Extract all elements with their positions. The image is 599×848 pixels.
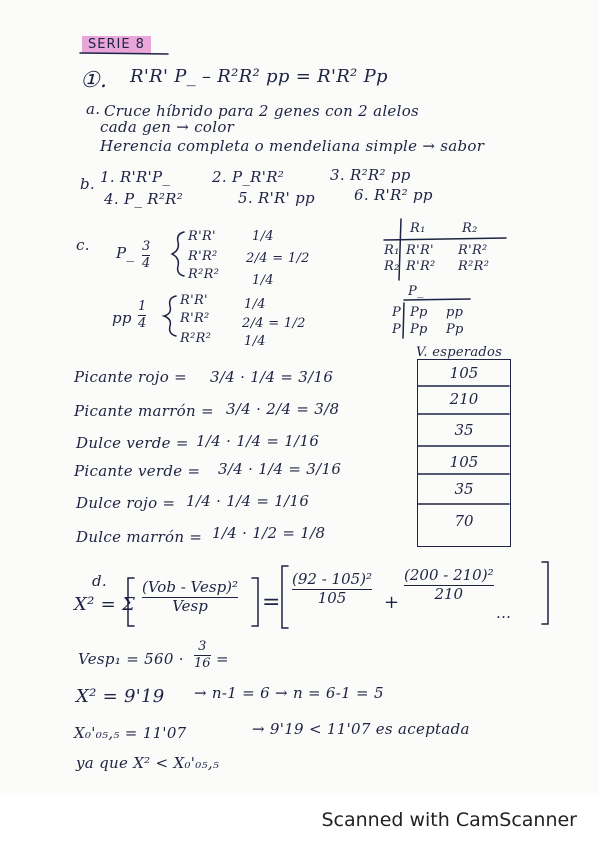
expected-value: 210 — [449, 390, 479, 408]
phenotype-expr: 3/4 · 1/4 = 3/16 — [218, 460, 342, 478]
section-c-label: c. — [76, 236, 90, 254]
p-dominant: P_ — [116, 244, 135, 262]
phenotype-expr: 3/4 · 2/4 = 3/8 — [226, 400, 340, 418]
punnett-cell: pp — [446, 305, 464, 320]
genotype: R'R² — [180, 311, 210, 326]
expected-header: V. esperados — [416, 345, 503, 360]
chi-square-term: (92 - 105)² 105 — [292, 570, 373, 607]
phenotype-label: Picante rojo = — [74, 368, 187, 386]
section-a-line2: cada gen → color — [100, 118, 235, 136]
punnett-cell: R'R² — [406, 259, 436, 274]
expected-value: 35 — [454, 421, 474, 439]
punnett-cell: R'R' — [406, 243, 434, 258]
final-statement: ya que X² < X₀'₀₅,₅ — [76, 754, 220, 772]
probability: 2/4 = 1/2 — [242, 316, 306, 331]
phenotype-expr: 1/4 · 1/4 = 1/16 — [186, 492, 310, 510]
punnett-cell: Pp — [410, 305, 428, 320]
phenotype-label: Dulce rojo = — [76, 494, 176, 512]
scanner-watermark-text: Scanned with CamScanner — [321, 809, 577, 831]
fraction: 3 16 — [194, 639, 211, 671]
genotype: R'R' — [180, 293, 208, 308]
punnett-cell: R'R² — [458, 243, 488, 258]
probability: 1/4 — [244, 297, 266, 312]
punnett-cell: P — [392, 305, 402, 320]
critical-value: X₀'₀₅,₅ = 11'07 — [74, 724, 187, 742]
genotype-item: 1. R'R'P_ — [100, 168, 171, 186]
phenotype-label: Dulce verde = — [76, 434, 189, 452]
phenotype-label: Dulce marrón = — [76, 528, 203, 546]
punnett-cell: Pp — [446, 322, 464, 337]
section-a-label: a. — [86, 100, 101, 118]
section-a-line3: Herencia completa o mendeliana simple → sabor — [100, 137, 485, 155]
section-d-label: d. — [92, 572, 107, 590]
chi-square-term: (200 - 210)² 210 — [404, 566, 494, 603]
genotype-item: 6. R'R² pp — [354, 186, 433, 204]
genotype: R²R² — [180, 331, 212, 346]
vesp-equals: = — [216, 650, 229, 668]
expected-value: 35 — [454, 480, 474, 498]
genotype-item: 5. R'R' pp — [238, 189, 315, 207]
expected-value: 105 — [449, 364, 479, 382]
punnett-header: R₂ — [462, 221, 478, 236]
chi-square-lhs: X² = Σ — [74, 594, 136, 615]
genotype-item: 2. P_R'R² — [212, 168, 285, 186]
ellipsis: ... — [496, 604, 512, 622]
expected-value: 70 — [454, 512, 474, 530]
genotype: R'R' — [188, 229, 216, 244]
probability: 1/4 — [252, 273, 274, 288]
probability: 1/4 — [244, 334, 266, 349]
probability: 2/4 = 1/2 — [246, 251, 310, 266]
punnett-header: R₁ — [410, 221, 426, 236]
phenotype-label: Picante verde = — [74, 462, 201, 480]
punnett-cell: R₁ — [384, 243, 400, 258]
page-title: SERIE 8 — [82, 36, 151, 53]
phenotype-label: Picante marrón = — [74, 402, 214, 420]
scanner-footer — [0, 795, 599, 848]
phenotype-expr: 1/4 · 1/2 = 1/8 — [212, 524, 326, 542]
fraction: 3 4 — [142, 239, 151, 271]
punnett-header: P_ — [408, 284, 424, 299]
expected-value: 105 — [449, 453, 479, 471]
chi-square-term: (Vob - Vesp)² Vesp — [142, 578, 239, 615]
punnett-cell: P — [392, 322, 402, 337]
conclusion: → 9'19 < 11'07 es aceptada — [252, 720, 470, 738]
section-a-line1: Cruce híbrido para 2 genes con 2 alelos — [104, 102, 420, 120]
question-number: ①. — [80, 68, 108, 93]
degrees-of-freedom: → n-1 = 6 → n = 6-1 = 5 — [194, 684, 384, 702]
punnett-cell: Pp — [410, 322, 428, 337]
genotype: R'R² — [188, 249, 218, 264]
chi-square-value: X² = 9'19 — [76, 686, 165, 707]
genotype-item: 3. R²R² pp — [330, 166, 411, 184]
phenotype-expr: 3/4 · 1/4 = 3/16 — [210, 368, 334, 386]
fraction: 1 4 — [138, 299, 147, 331]
cross-formula: R'R' P_ – R²R² pp = R'R² Pp — [130, 66, 388, 87]
phenotype-expr: 1/4 · 1/4 = 1/16 — [196, 432, 320, 450]
pp-recessive: pp — [112, 309, 132, 327]
equals-sign: = — [262, 590, 281, 615]
vesp-calc: Vesp₁ = 560 · — [78, 650, 184, 668]
genotype: R²R² — [188, 267, 220, 282]
section-b-label: b. — [80, 175, 95, 193]
genotype-item: 4. P_ R²R² — [104, 190, 184, 208]
punnett-cell: R²R² — [458, 259, 490, 274]
probability: 1/4 — [252, 229, 274, 244]
punnett-cell: R₂ — [384, 259, 400, 274]
plus-sign: + — [384, 592, 400, 613]
